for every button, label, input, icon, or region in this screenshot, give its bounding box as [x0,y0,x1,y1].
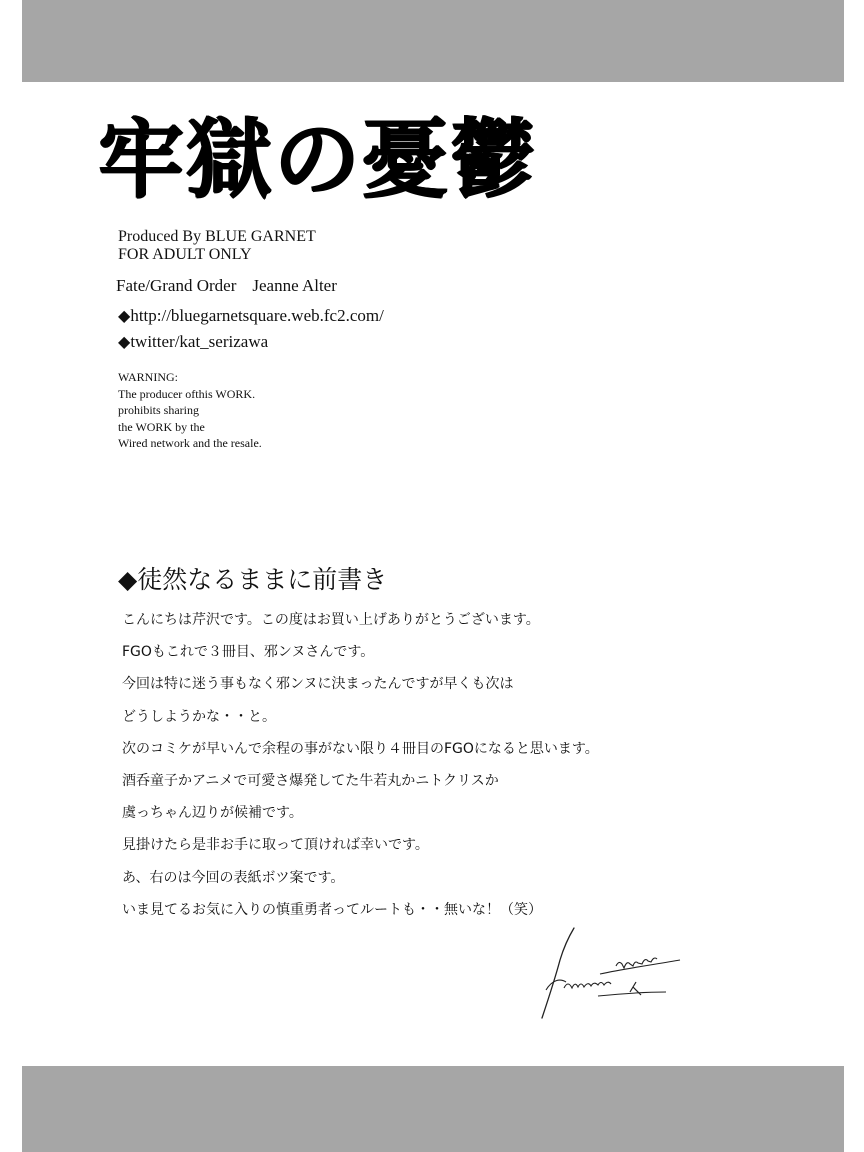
website-link[interactable] [118,306,384,326]
preface-line: 虞っちゃん辺りが候補です。 [122,805,303,822]
preface-line: どうしようかな・・と。 [122,708,276,725]
producer-credit: Produced By BLUE GARNET [118,228,316,245]
adult-only-notice: FOR ADULT ONLY [118,246,252,263]
diamond-bullet-icon: ◆ [118,306,131,325]
handwritten-signature [538,920,698,1030]
preface-line: 見掛けたら是非お手に取って頂ければ幸いです。 [122,837,429,854]
diamond-bullet-icon: ◆ [118,332,131,351]
warning-line: The producer ofthis WORK. [118,386,256,401]
preface-line: いま見てるお気に入りの慎重勇者ってルートも・・無いな！（笑） [122,901,542,918]
warning-block [118,369,262,452]
preface-heading: ◆徒然なるままに前書き [118,565,388,594]
preface-line: 酒呑童子かアニメで可愛さ爆発してた牛若丸かニトクリスか [122,772,499,789]
warning-line: WARNING: [118,370,178,384]
book-title: 牢獄の憂鬱 [98,109,538,210]
top-gray-bar [22,0,844,82]
character-name: Jeanne Alter [252,276,337,295]
warning-line: the WORK by the [118,419,205,434]
preface-line: FGOもこれで３冊目、邪ンヌさんです。 [122,644,375,661]
preface-line: こんにちは芹沢です。この度はお買い上げありがとうございます。 [122,612,540,628]
warning-line: Wired network and the resale. [118,436,262,450]
preface-line: あ、右のは今回の表紙ボツ案です。 [122,869,345,886]
preface-line: 次のコミケが早いんで余程の事がない限り４冊目のFGOになると思います。 [122,740,599,757]
twitter-handle[interactable]: twitter/kat_serizawa [130,332,269,351]
series-line [116,276,337,296]
warning-line: prohibits sharing [118,403,199,417]
website-url[interactable]: http://bluegarnetsquare.web.fc2.com/ [130,306,384,325]
bottom-gray-bar [22,1066,844,1152]
twitter-link[interactable] [118,332,268,352]
preface-body [122,606,599,928]
preface-line: 今回は特に迷う事もなく邪ンヌに決まったんですが早くも次は [122,676,514,693]
franchise-name: Fate/Grand Order [116,276,237,295]
